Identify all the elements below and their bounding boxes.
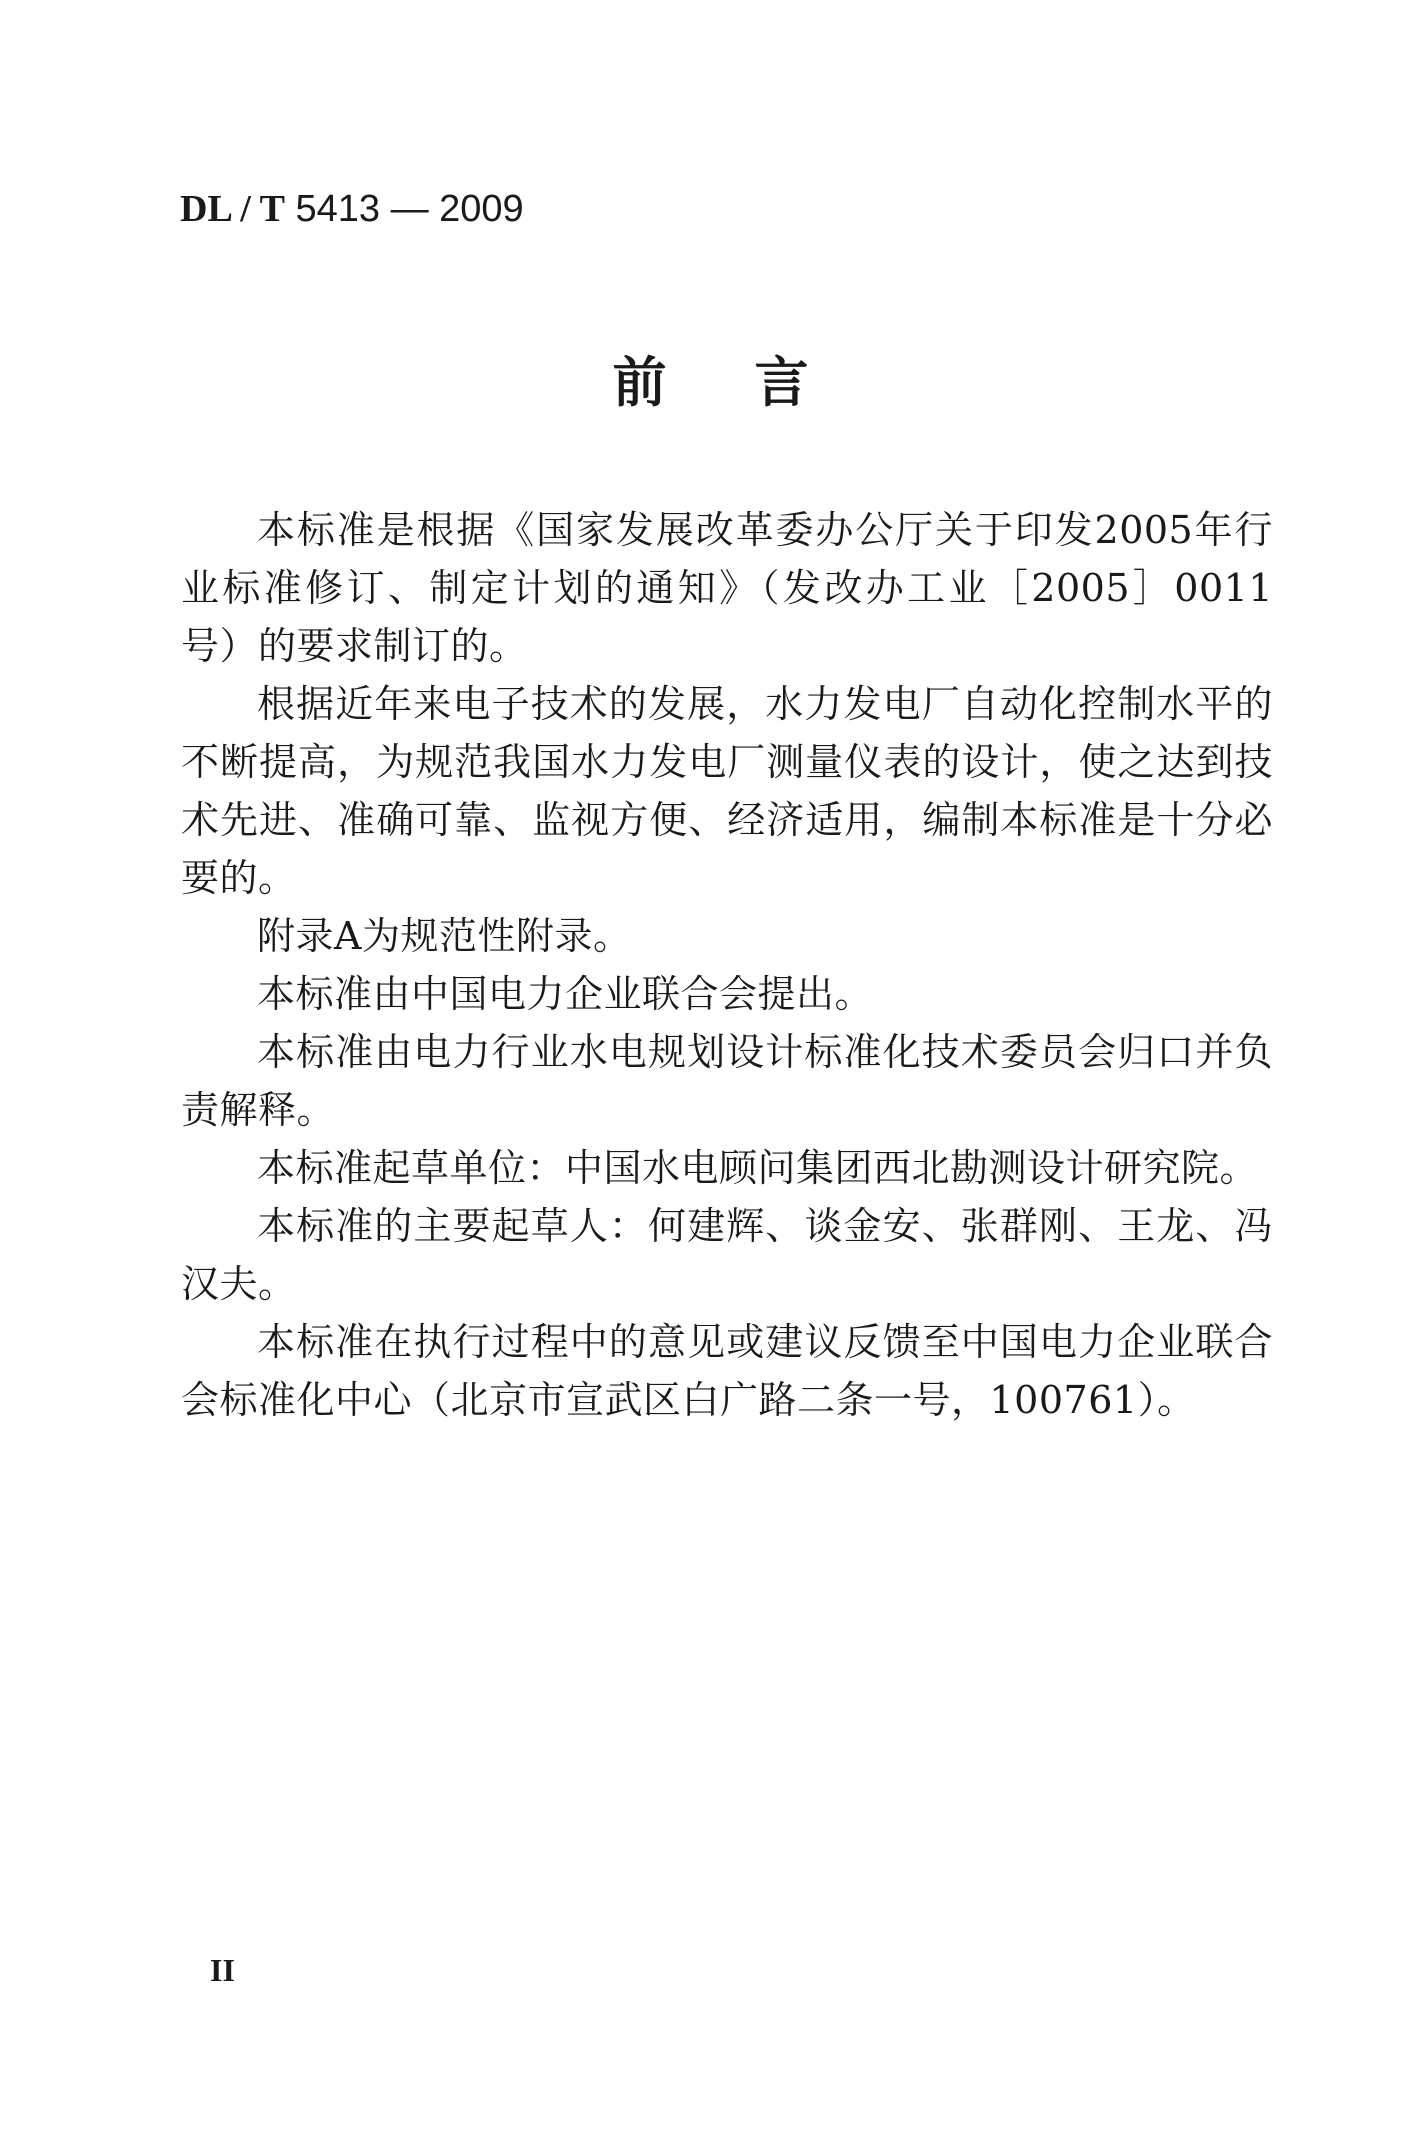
foreword-paragraph: 本标准是根据《国家发展改革委办公厅关于印发2005年行业标准修订、制定计划的通知》（发改办工业［2005］0011 号）的要求制订的。 (181, 508, 1273, 668)
standard-code-number: 5413 — 2009 (295, 188, 524, 230)
foreword-paragraph: 附录A为规范性附录。 (257, 914, 632, 958)
standard-code-prefix: DL / T (180, 188, 285, 230)
page-title: 前言 (612, 351, 897, 414)
foreword-paragraph: 本标准起草单位：中国水电顾问集团西北勘测设计研究院。 (257, 1146, 1259, 1190)
foreword-paragraph: 本标准在执行过程中的意见或建议反馈至中国电力企业联合会标准化中心（北京市宣武区白广路二条一号，100761）。 (181, 1320, 1273, 1422)
foreword-paragraph: 本标准的主要起草人：何建辉、谈金安、张群刚、王龙、冯汉夫。 (181, 1204, 1273, 1306)
foreword-paragraph: 本标准由电力行业水电规划设计标准化技术委员会归口并负责解释。 (181, 1030, 1273, 1132)
foreword-paragraph: 根据近年来电子技术的发展，水力发电厂自动化控制水平的不断提高，为规范我国水力发电厂测量仪表的设计，使之达到技术先进、准确可靠、监视方便、经济适用，编制本标准是十分必要的。 (181, 682, 1273, 900)
foreword-paragraph: 本标准由中国电力企业联合会提出。 (257, 972, 874, 1016)
foreword-body (181, 501, 1273, 1429)
page-number: II (210, 1952, 235, 1988)
standard-code (180, 186, 524, 232)
